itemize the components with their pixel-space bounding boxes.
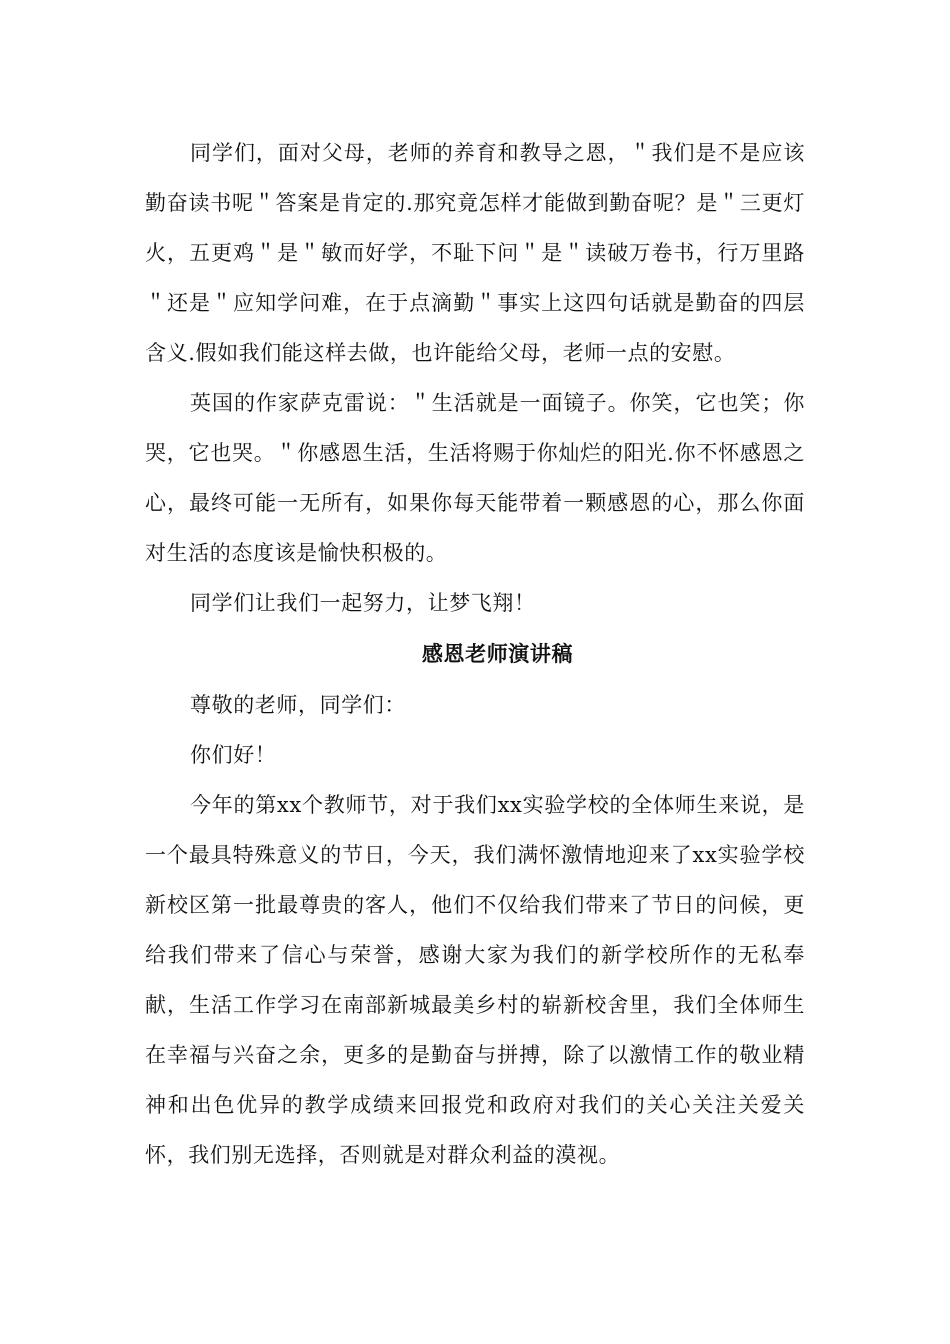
speech-title: 感恩老师演讲稿 — [421, 642, 574, 666]
document-body — [145, 128, 805, 1180]
paragraph-closing: 同学们让我们一起努力，让梦飞翔！ — [190, 591, 536, 615]
paragraph-diligence: 同学们，面对父母，老师的养育和教导之恩，＂我们是不是应该勤奋读书呢＂答案是肯定的.那究竟怎样才能做到勤奋呢？是＂三更灯火，五更鸡＂是＂敏而好学，不耻下问＂是＂读破万卷书，行万里路＂还是＂应知学问难，在于点滴勤＂事实上这四句话就是勤奋的四层含义.假如我们能这样去做，也许能给父母，老师一点的安慰。 — [145, 141, 805, 365]
paragraph-greeting: 你们好！ — [190, 743, 277, 767]
paragraph-salutation: 尊敬的老师，同学们： — [190, 693, 406, 717]
paragraph-thackeray-quote: 英国的作家萨克雷说：＂生活就是一面镜子。你笑，它也笑；你哭，它也哭。＂你感恩生活，生活将赐于你灿烂的阳光.你不怀感恩之心，最终可能一无所有，如果你每天能带着一颗感恩的心，那么你面对生活的态度该是愉快积极的。 — [145, 391, 805, 565]
paragraph-teachers-day: 今年的第xx个教师节，对于我们xx实验学校的全体师生来说，是一个最具特殊意义的节日，今天，我们满怀激情地迎来了xx实验学校新校区第一批最尊贵的客人，他们不仅给我们带来了节日的问候，更给我们带来了信心与荣誉，感谢大家为我们的新学校所作的无私奉献，生活工作学习在南部新城最美乡村的崭新校舍里，我们全体师生在幸福与兴奋之余，更多的是勤奋与拼搏，除了以激情工作的敬业精神和出色优异的教学成绩来回报党和政府对我们的关心关注关爱关怀，我们别无选择，否则就是对群众利益的漠视。 — [145, 793, 805, 1167]
